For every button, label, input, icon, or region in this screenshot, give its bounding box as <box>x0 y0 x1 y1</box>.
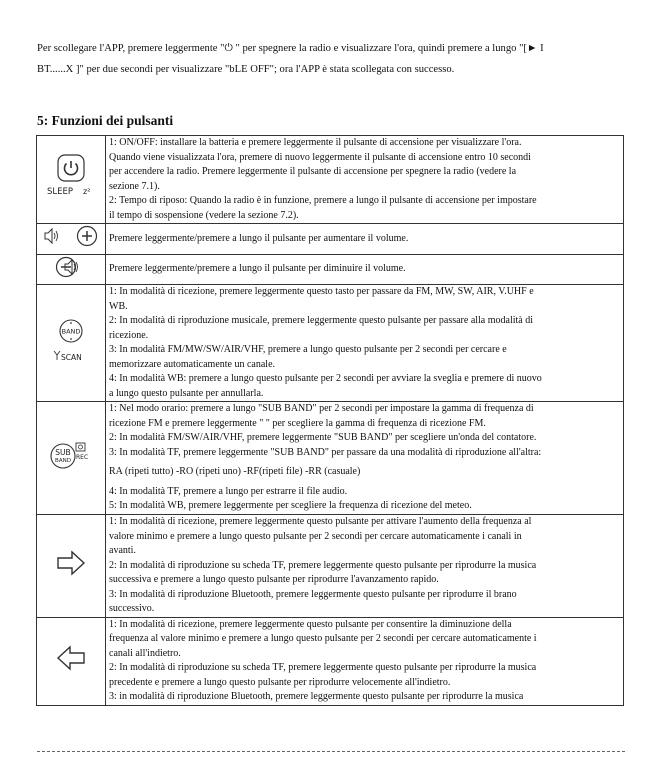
svg-text:z²: z² <box>83 186 91 196</box>
description-line: 2: In modalità di riproduzione su scheda TF, premere leggermente questo pulsante per riprodurre la musica <box>109 559 537 571</box>
sub-band-rec-icon <box>41 430 101 486</box>
button-description-cell <box>106 402 624 515</box>
section-title: 5: Funzioni dei pulsanti <box>37 113 174 128</box>
description-line: canali all'indietro. <box>109 647 181 659</box>
button-function-row <box>37 224 624 255</box>
button-description-cell <box>106 617 624 705</box>
arrow-right-icon <box>41 548 101 584</box>
description-line: RA (ripeti tutto) -RO (ripeti uno) -RF(ripeti file) -RR (casuale) <box>109 466 361 477</box>
description-line: 4: In modalità WB: premere a lungo questo pulsante per 2 secondi per avviare la sveglia e premere di nuovo <box>109 373 542 384</box>
description-line: sezione 7.1). <box>109 180 160 192</box>
description-line: 3: In modalità TF, premere leggermente "SUB BAND" per passare da una modalità di riproduzione all'altra: <box>109 446 542 458</box>
description-line: 1: In modalità di ricezione, premere leggermente questo tasto per passare da FM, MW, SW, AIR, V.UHF e <box>109 286 534 297</box>
description-line: WB. <box>109 300 128 312</box>
description-line: precedente e premere a lungo questo pulsante per riprodurre velocemente all'indietro. <box>109 676 451 688</box>
page-bottom-divider <box>37 751 625 752</box>
description-line: 3: In modalità di riproduzione Bluetooth, premere leggermente questo pulsante per riprodurre il brano <box>109 588 517 600</box>
description-line: il tempo di sospensione (vedere la sezione 7.2). <box>109 209 299 221</box>
description-line: 4: In modalità TF, premere a lungo per estrarre il file audio. <box>109 485 348 497</box>
button-icon-cell <box>37 285 106 402</box>
description-line: 2: In modalità di riproduzione su scheda TF, premere leggermente questo pulsante per riprodurre la musica <box>109 662 537 673</box>
description-line: successiva e premere a lungo questo pulsante per riprodurre l'avanzamento rapido. <box>109 574 439 585</box>
description-line: 5: In modalità WB, premere leggermente per scegliere la frequenza di ricezione del meteo. <box>109 500 472 511</box>
button-description-cell <box>106 224 624 255</box>
button-icon-cell <box>37 402 106 515</box>
scan-icon-label: SCAN <box>61 353 82 363</box>
description-line: 2: In modalità FM/SW/AIR/VHF, premere leggermente "SUB BAND" per scegliere un'onda del contatore. <box>109 432 537 443</box>
button-function-row <box>37 617 624 705</box>
volume-down-icon <box>41 255 101 285</box>
button-icon-cell <box>37 136 106 224</box>
intro-line-1: Per scollegare l'APP, premere leggermente "⏻ " per spegnere la radio e visualizzare l'ora, quindi premere a lungo "[► I <box>37 43 544 54</box>
description-line: 3: In modalità FM/MW/SW/AIR/VHF, premere a lungo questo pulsante per 2 secondi per cercare e <box>109 344 507 355</box>
svg-text:BAND: BAND <box>55 458 71 465</box>
sleep-icon-label: SLEEP <box>47 186 73 197</box>
band-scan-icon <box>41 315 101 371</box>
description-line: 1: Nel modo orario: premere a lungo "SUB BAND" per 2 secondi per impostare la gamma di frequenza di <box>109 403 534 414</box>
description-line: 1: ON/OFF: installare la batteria e premere leggermente il pulsante di accensione per visualizzare l'ora. <box>109 137 522 148</box>
description-line: ricezione FM e premere leggermente " " per scegliere la gamma di frequenza di ricezione FM. <box>109 417 486 429</box>
description-line: 3: in modalità di riproduzione Bluetooth, premere leggermente questo pulsante per riprodurre la musica <box>109 691 524 702</box>
description-line: Premere leggermente/premere a lungo il pulsante per diminuire il volume. <box>109 263 406 274</box>
button-icon-cell <box>37 254 106 285</box>
description-line: memorizzare automaticamente un canale. <box>109 358 276 370</box>
button-icon-cell <box>37 224 106 255</box>
description-line: 1: In modalità di ricezione, premere leggermente questo pulsante per attivare l'aumento della frequenza al <box>109 516 532 527</box>
button-description-cell <box>106 285 624 402</box>
description-line: valore minimo e premere a lungo questo pulsante per 2 secondi per cercare automaticamente i canali in <box>109 530 522 542</box>
description-line: ricezione. <box>109 329 149 341</box>
button-function-row <box>37 254 624 285</box>
description-line: Quando viene visualizzata l'ora, premere di nuovo leggermente il pulsante di accensione entro 10 secondi <box>109 151 531 163</box>
button-function-row <box>37 285 624 402</box>
description-line: a lungo questo pulsante per annullarla. <box>109 387 264 399</box>
button-function-row <box>37 402 624 515</box>
description-line: avanti. <box>109 545 136 556</box>
description-line: Premere leggermente/premere a lungo il pulsante per aumentare il volume. <box>109 232 409 244</box>
button-function-row <box>37 515 624 618</box>
button-icon-cell <box>37 617 106 705</box>
arrow-left-icon <box>41 643 101 679</box>
description-line: per accendere la radio. Premere leggermente il pulsante di accensione per spegnere la radio (vedere la <box>109 166 517 177</box>
intro-paragraph <box>37 38 637 80</box>
description-line: 2: In modalità di riproduzione musicale, premere leggermente questo pulsante per passare alla modalità di <box>109 315 534 326</box>
volume-up-icon <box>41 224 101 254</box>
button-description-cell <box>106 515 624 618</box>
button-description-cell <box>106 136 624 224</box>
intro-line-2: BT......X ]" per due secondi per visualizzare "bLE OFF"; ora l'APP è stata scollegata con successo. <box>37 64 455 75</box>
description-line: 2: Tempo di riposo: Quando la radio è in funzione, premere a lungo il pulsante di accensione per impostare <box>109 195 537 206</box>
button-functions-table <box>36 135 624 706</box>
svg-text:SUB: SUB <box>55 448 71 458</box>
band-icon-label: BAND <box>61 327 81 336</box>
description-line: successivo. <box>109 603 155 614</box>
button-function-row <box>37 136 624 224</box>
power-sleep-icon <box>41 152 101 208</box>
rec-icon-label: REC <box>76 454 89 462</box>
description-line: frequenza al valore minimo e premere a lungo questo pulsante per 2 secondi per cercare automaticamente i <box>109 633 537 644</box>
description-line: 1: In modalità di ricezione, premere leggermente questo pulsante per consentire la diminuzione della <box>109 618 512 630</box>
button-description-cell <box>106 254 624 285</box>
button-icon-cell <box>37 515 106 618</box>
